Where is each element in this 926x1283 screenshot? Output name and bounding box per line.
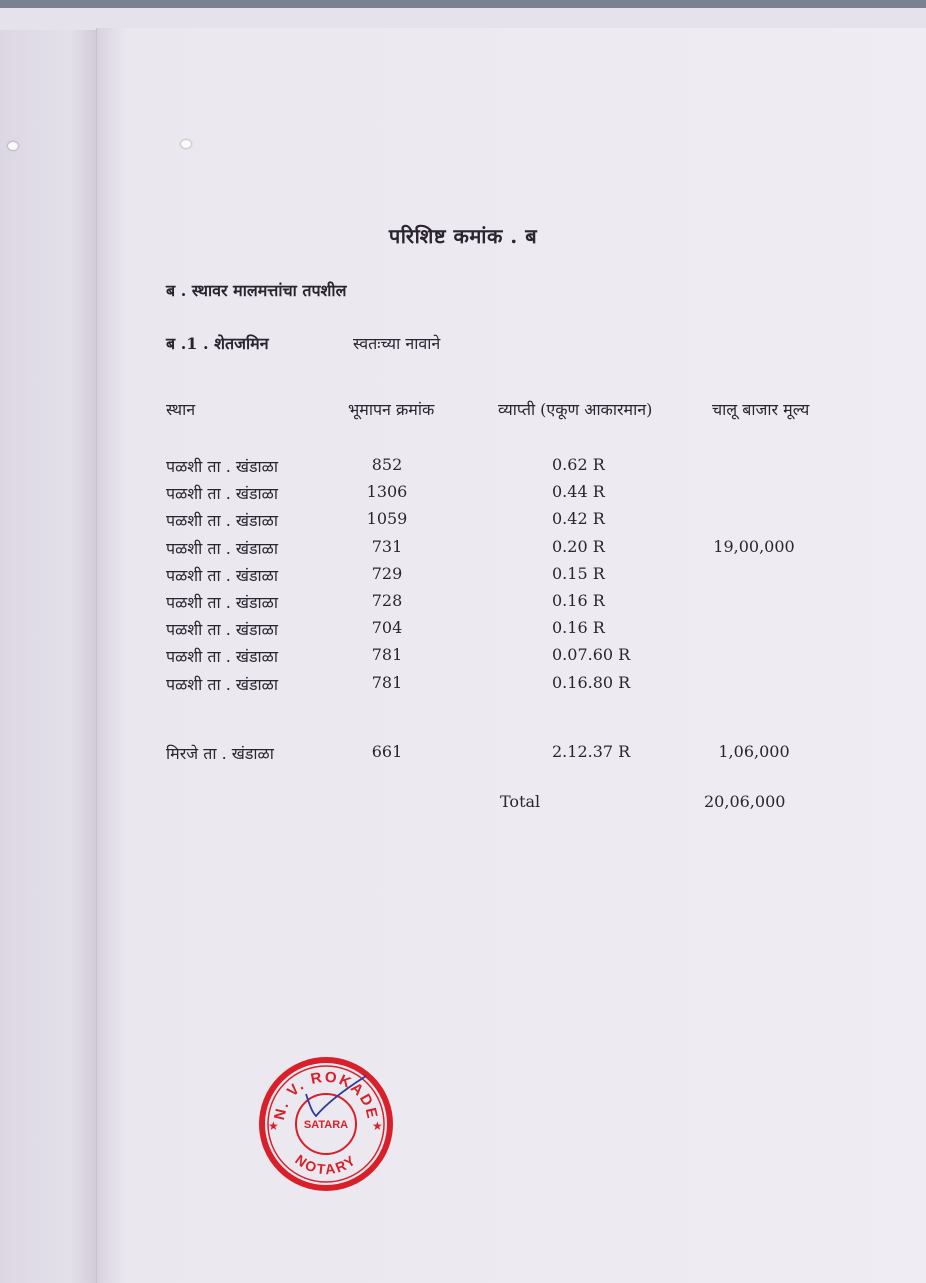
- cell-area: 2.12.37 R: [552, 742, 631, 761]
- cell-place: पळशी ता . खंडाळा: [166, 511, 278, 530]
- stamp-title: NOTARY: [292, 1151, 360, 1178]
- header-survey: भूमापन क्रमांक: [348, 400, 435, 419]
- cell-place: पळशी ता . खंडाळा: [166, 593, 278, 612]
- cell-area: 0.16 R: [552, 618, 605, 637]
- cell-area: 0.62 R: [552, 455, 605, 474]
- cell-area: 0.44 R: [552, 482, 605, 501]
- header-place: स्थान: [166, 400, 196, 419]
- cell-survey: 781: [371, 645, 403, 664]
- cell-survey: 661: [371, 742, 403, 761]
- cell-survey: 728: [371, 591, 403, 610]
- cell-place: पळशी ता . खंडाळा: [166, 566, 278, 585]
- header-area: व्याप्ती (एकूण आकारमान): [498, 400, 653, 419]
- cell-value: 1,06,000: [718, 742, 790, 761]
- cell-place: पळशी ता . खंडाळा: [166, 484, 278, 503]
- cell-area: 0.15 R: [552, 564, 605, 583]
- notary-stamp: [256, 1054, 396, 1194]
- table-row: [0, 455, 926, 479]
- cell-area: 0.42 R: [552, 509, 605, 528]
- cell-survey: 1059: [366, 509, 408, 528]
- cell-place: पळशी ता . खंडाळा: [166, 457, 278, 476]
- total-value: 20,06,000: [704, 792, 786, 811]
- table-row: [0, 618, 926, 642]
- table-row: [0, 673, 926, 697]
- cell-place: मिरजे ता . खंडाळा: [166, 744, 274, 763]
- cell-place: पळशी ता . खंडाळा: [166, 647, 278, 666]
- cell-survey: 852: [371, 455, 403, 474]
- cell-place: पळशी ता . खंडाळा: [166, 539, 278, 558]
- stamp-star-icon: ★: [268, 1119, 279, 1133]
- stamp-city: SATARA: [303, 1119, 349, 1131]
- stamp-name: N. V. ROKADE: [270, 1068, 381, 1122]
- table-row: [0, 645, 926, 669]
- cell-survey: 1306: [366, 482, 408, 501]
- header-value: चालू बाजार मूल्य: [712, 400, 810, 419]
- cell-survey: 729: [371, 564, 403, 583]
- cell-area: 0.07.60 R: [552, 645, 631, 664]
- table-row: [0, 509, 926, 533]
- cell-place: पळशी ता . खंडाळा: [166, 620, 278, 639]
- cell-area: 0.16 R: [552, 591, 605, 610]
- section-heading: ब . स्थावर मालमत्तांचा तपशील: [166, 281, 347, 300]
- subsection-note: स्वतःच्या नावाने: [353, 334, 441, 353]
- cell-place: पळशी ता . खंडाळा: [166, 675, 278, 694]
- cell-survey: 704: [371, 618, 403, 637]
- table-row: [0, 591, 926, 615]
- cell-survey: 781: [371, 673, 403, 692]
- punch-hole-left: [8, 142, 18, 150]
- table-row: [0, 482, 926, 506]
- stamp-star-icon: ★: [372, 1119, 383, 1133]
- punch-hole: [181, 140, 191, 148]
- table-row: [0, 564, 926, 588]
- cell-area: 0.20 R: [552, 537, 605, 556]
- total-label: Total: [500, 792, 541, 811]
- page-title: परिशिष्ट कमांक . ब: [388, 224, 538, 248]
- cell-value: 19,00,000: [713, 537, 795, 556]
- subsection-heading: ब .1 . शेतजमिन: [166, 334, 269, 353]
- cell-area: 0.16.80 R: [552, 673, 631, 692]
- table-row: [0, 742, 926, 766]
- scan-top-edge: [0, 0, 926, 8]
- cell-survey: 731: [371, 537, 403, 556]
- table-row: [0, 537, 926, 561]
